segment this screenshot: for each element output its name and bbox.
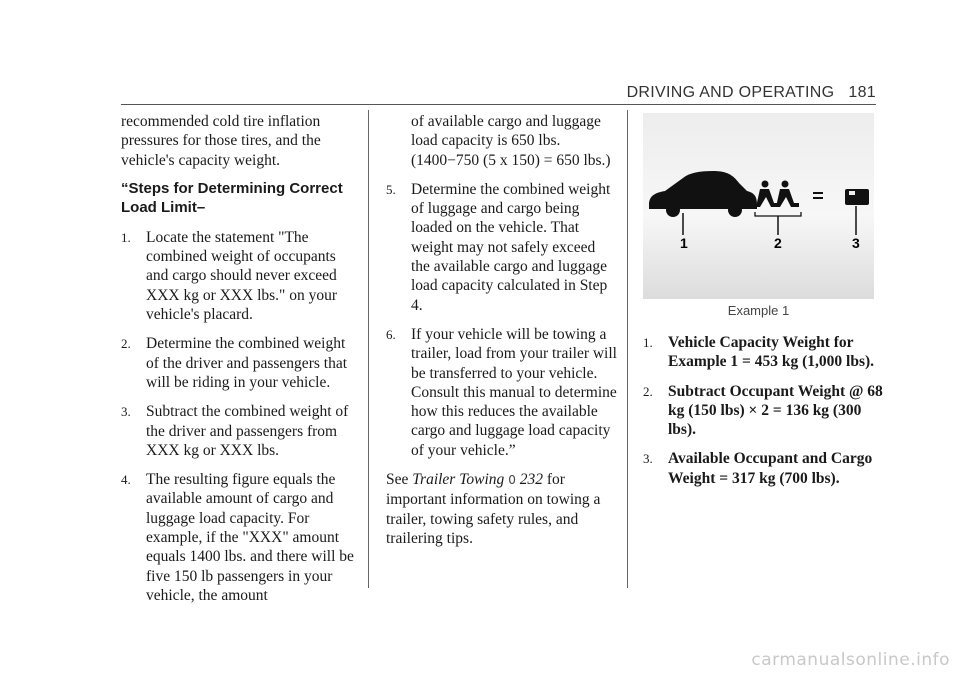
step-4-continuation: of available cargo and luggage load capacity is 650 lbs. (1400−750 (5 x 150) = 650 lbs.) bbox=[411, 113, 611, 169]
section-title: DRIVING AND OPERATING bbox=[626, 84, 835, 101]
page-ref-icon: 0 bbox=[508, 473, 516, 488]
steps-subheading: “Steps for Determining Correct Load Limit– bbox=[121, 179, 343, 216]
car-icon bbox=[649, 171, 757, 217]
load-example-figure bbox=[643, 113, 874, 299]
page-header bbox=[624, 84, 876, 104]
figure-caption: Example 1 bbox=[727, 303, 790, 318]
page-number: 181 bbox=[848, 84, 876, 101]
cargo-luggage-icon bbox=[845, 189, 869, 205]
header-rule bbox=[121, 104, 876, 105]
steps-list-2 bbox=[386, 180, 618, 460]
list-item: 1. Vehicle Capacity Weight for Example 1 = 453 kg (1,000 lbs). bbox=[643, 334, 875, 371]
minus-sign-icon bbox=[739, 195, 749, 197]
callout-3: 3 bbox=[852, 235, 860, 251]
intro-paragraph: recommended cold tire inflation pressures for those tires, and the vehicle's capacity weight. bbox=[121, 113, 321, 169]
column-divider-2 bbox=[627, 110, 628, 588]
page-ref-number[interactable]: 232 bbox=[519, 471, 543, 489]
column-2 bbox=[386, 112, 618, 557]
list-item: 3. Subtract the combined weight of the driver and passengers from XXX kg or XXX lbs. bbox=[121, 403, 349, 459]
load-diagram bbox=[643, 113, 874, 299]
column-1 bbox=[121, 112, 361, 615]
list-item: 5. Determine the combined weight of luggage and cargo being loaded on the vehicle. That weight may not safely exceed the available cargo and luggage load capacity calculated in Step 4. bbox=[386, 180, 611, 314]
list-item: 3. Available Occupant and Cargo Weight = 317 kg (700 lbs). bbox=[643, 450, 873, 487]
trailer-towing-link[interactable]: Trailer Towing bbox=[412, 471, 505, 489]
see-also-paragraph: See Trailer Towing 0 232 for important information on towing a trailer, towing safety rules, and trailering tips. bbox=[386, 471, 601, 547]
callout-2: 2 bbox=[774, 235, 782, 251]
list-item: 4. The resulting figure equals the available amount of cargo and luggage load capacity. For example, if the "XXX" amount equals 1400 lbs. and there will be five 150 lb passengers in your vehicle, the amount bbox=[121, 471, 354, 604]
watermark: carmanualsonline.info bbox=[751, 650, 950, 670]
equals-sign-icon bbox=[813, 192, 823, 194]
list-item: 2. Subtract Occupant Weight @ 68 kg (150 lbs) × 2 = 136 kg (300 lbs). bbox=[643, 382, 883, 439]
list-item: 2. Determine the combined weight of the driver and passengers that will be riding in your vehicle. bbox=[121, 335, 348, 391]
column-divider-1 bbox=[368, 110, 369, 588]
callout-1: 1 bbox=[680, 235, 688, 251]
list-item: 6. If your vehicle will be towing a trailer, load from your trailer will be transferred to your vehicle. Consult this manual to determine how this reduces the available cargo and luggage load capacity of your vehicle.” bbox=[386, 325, 617, 459]
example-list bbox=[643, 333, 883, 498]
steps-list-1 bbox=[121, 228, 361, 605]
seated-occupants-icon bbox=[756, 181, 799, 208]
list-item: 1. Locate the statement "The combined weight of occupants and cargo should never exceed XXX kg or XXX lbs." on your vehicle's placard. bbox=[121, 228, 338, 324]
